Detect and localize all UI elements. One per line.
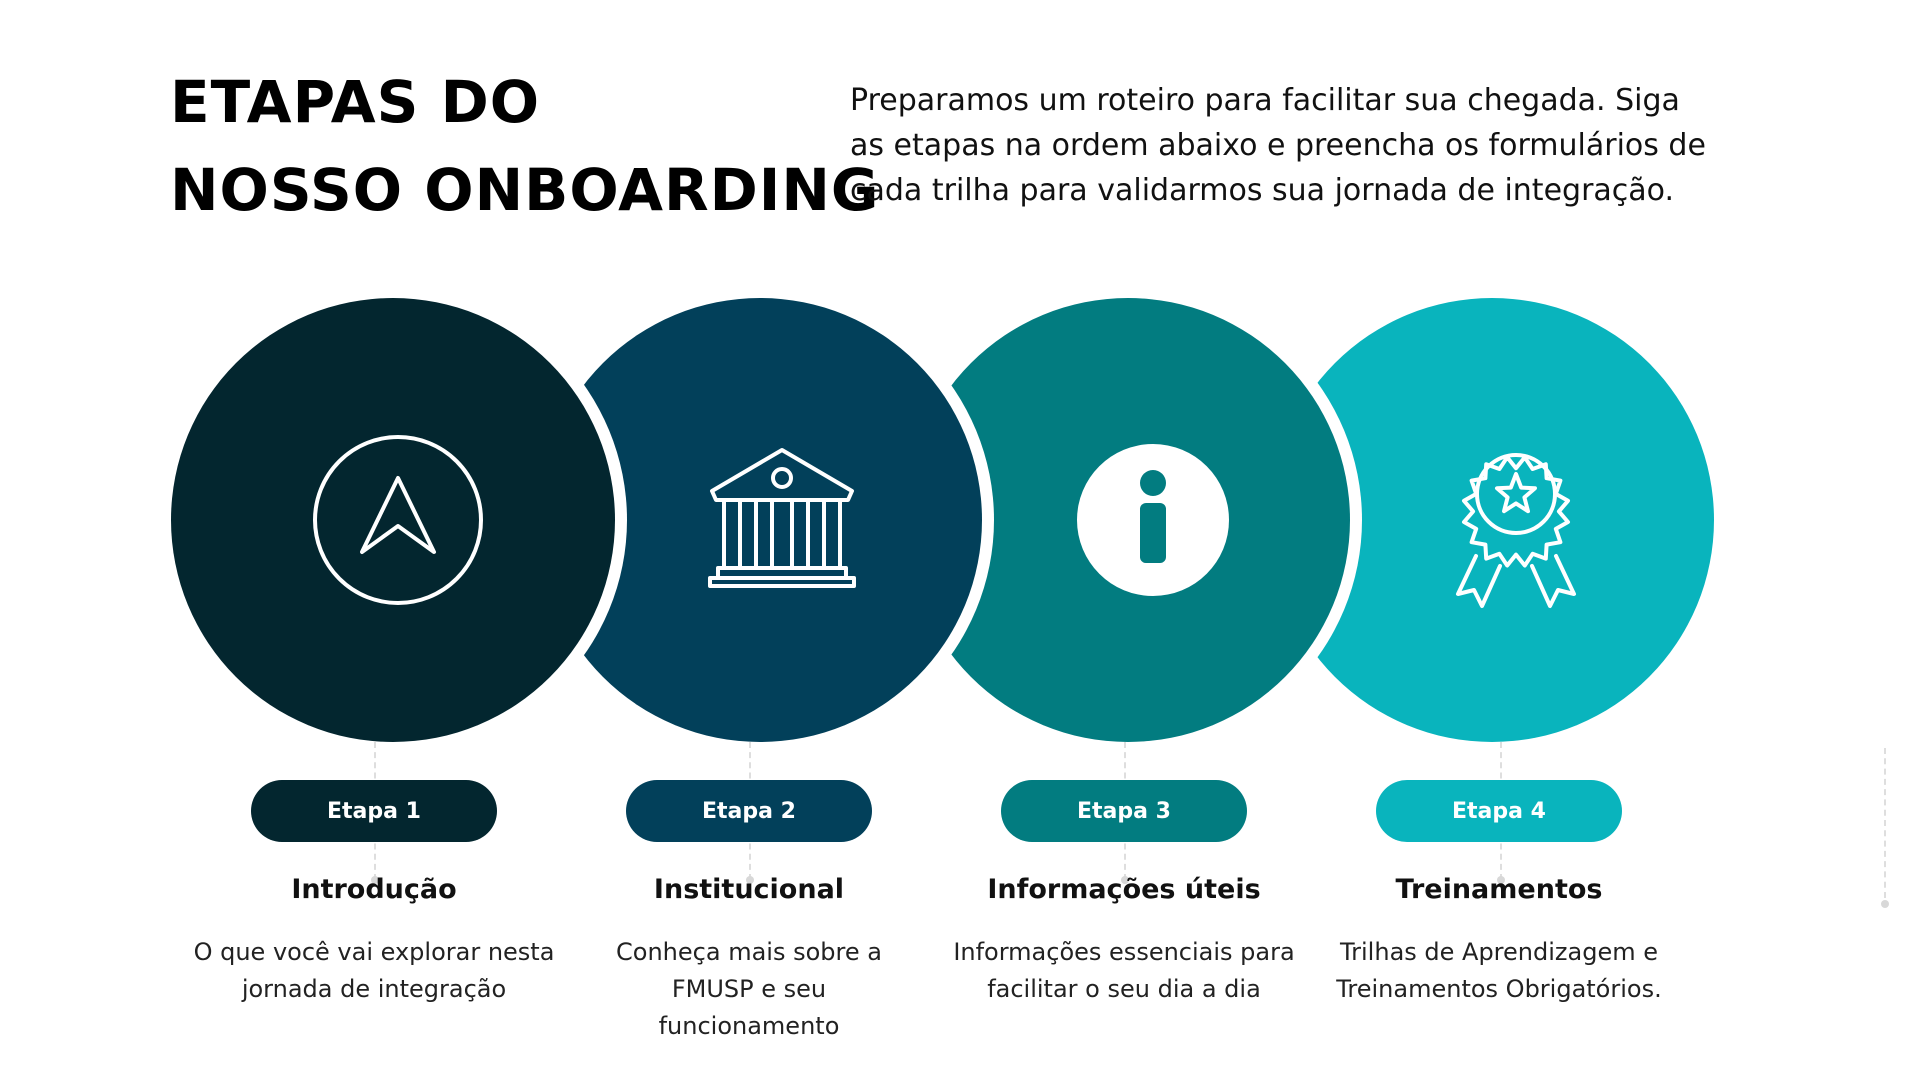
stage-3-label[interactable]: Etapa 3 <box>1001 780 1247 842</box>
stage-4-description: Trilhas de Aprendizagem e Treinamentos Obrigatórios. <box>1336 938 1662 1003</box>
intro-text: Preparamos um roteiro para facilitar sua chegada. Siga as etapas na ordem abaixo e preencha os formulários de cada trilha para validarmos sua jornada de integração. <box>850 83 1706 208</box>
title-line-1: ETAPAS DO <box>170 68 541 136</box>
stage-4-label[interactable]: Etapa 4 <box>1376 780 1622 842</box>
stage-1-circle-group[interactable] <box>159 286 627 754</box>
stage-2-label[interactable]: Etapa 2 <box>626 780 872 842</box>
stage-1-circle <box>171 298 615 742</box>
stage-1-label[interactable]: Etapa 1 <box>251 780 497 842</box>
stage-2-heading: Institucional <box>653 874 845 905</box>
info-icon <box>1077 444 1229 596</box>
stage-1-heading: Introdução <box>291 874 457 905</box>
guide-line-5 <box>1884 748 1886 898</box>
stage-4-heading: Treinamentos <box>1395 874 1603 905</box>
guide-dot-5 <box>1881 900 1889 908</box>
stage-2-description: Conheça mais sobre a FMUSP e seu funcionamento <box>616 938 882 1040</box>
title-line-2: NOSSO ONBOARDING <box>170 156 880 224</box>
stage-1-description: O que você vai explorar nesta jornada de integração <box>193 938 555 1003</box>
stage-3-heading: Informações úteis <box>987 874 1261 905</box>
stage-3-description: Informações essenciais para facilitar o seu dia a dia <box>953 938 1295 1003</box>
